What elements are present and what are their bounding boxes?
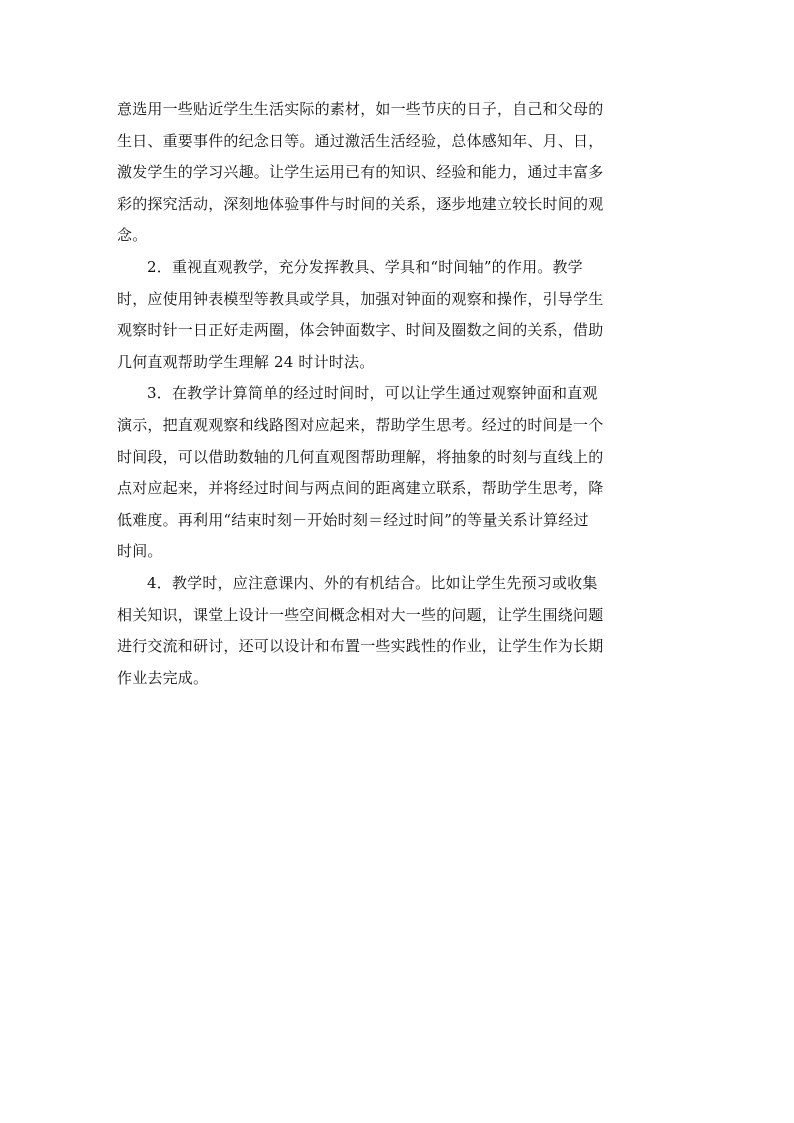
text-line: 意选用一些贴近学生生活实际的素材，如一些节庆的日子，自己和父母的 <box>117 100 604 118</box>
text-line: 演示，把直观观察和线路图对应起来，帮助学生思考。经过的时间是一个 <box>117 415 604 434</box>
text-line: 点对应起来，并将经过时间与两点间的距离建立联系，帮助学生思考，降 <box>117 479 604 498</box>
text-line: 观察时针一日正好走两圈，体会钟面数字、时间及圈数之间的关系，借助 <box>117 321 604 340</box>
text-line: 生日、重要事件的纪念日等。通过激活生活经验，总体感知年、月、日， <box>117 131 604 150</box>
paragraph-3-first-line: 3．在教学计算简单的经过时间时，可以让学生通过观察钟面和直观 <box>147 384 598 403</box>
text-line: 念。 <box>117 226 148 245</box>
text-line: 时间段，可以借助数轴的几何直观图帮助理解，将抽象的时刻与直线上的 <box>117 447 604 466</box>
text-line: 激发学生的学习兴趣。让学生运用已有的知识、经验和能力，通过丰富多 <box>117 163 604 182</box>
document-body <box>117 94 641 694</box>
text-line: 作业去完成。 <box>117 668 209 687</box>
text-line: 彩的探究活动，深刻地体验事件与时间的关系，逐步地建立较长时间的观 <box>117 194 604 213</box>
text-line: 进行交流和研讨，还可以设计和布置一些实践性的作业，让学生作为长期 <box>117 637 604 656</box>
text-line: 低难度。再利用“结束时刻－开始时刻＝经过时间”的等量关系计算经过 <box>117 510 589 529</box>
text-line: 时，应使用钟表模型等教具或学具，加强对钟面的观察和操作，引导学生 <box>117 289 604 308</box>
paragraph-4-first-line: 4．教学时，应注意课内、外的有机结合。比如让学生先预习或收集 <box>147 573 598 592</box>
text-line: 几何直观帮助学生理解 24 时计时法。 <box>117 352 375 371</box>
text-line: 时间。 <box>117 542 163 561</box>
paragraph-2-first-line: 2．重视直观教学，充分发挥教具、学具和“时间轴”的作用。教学 <box>147 257 583 276</box>
text-line: 相关知识，课堂上设计一些空间概念相对大一些的问题，让学生围绕问题 <box>117 605 604 624</box>
